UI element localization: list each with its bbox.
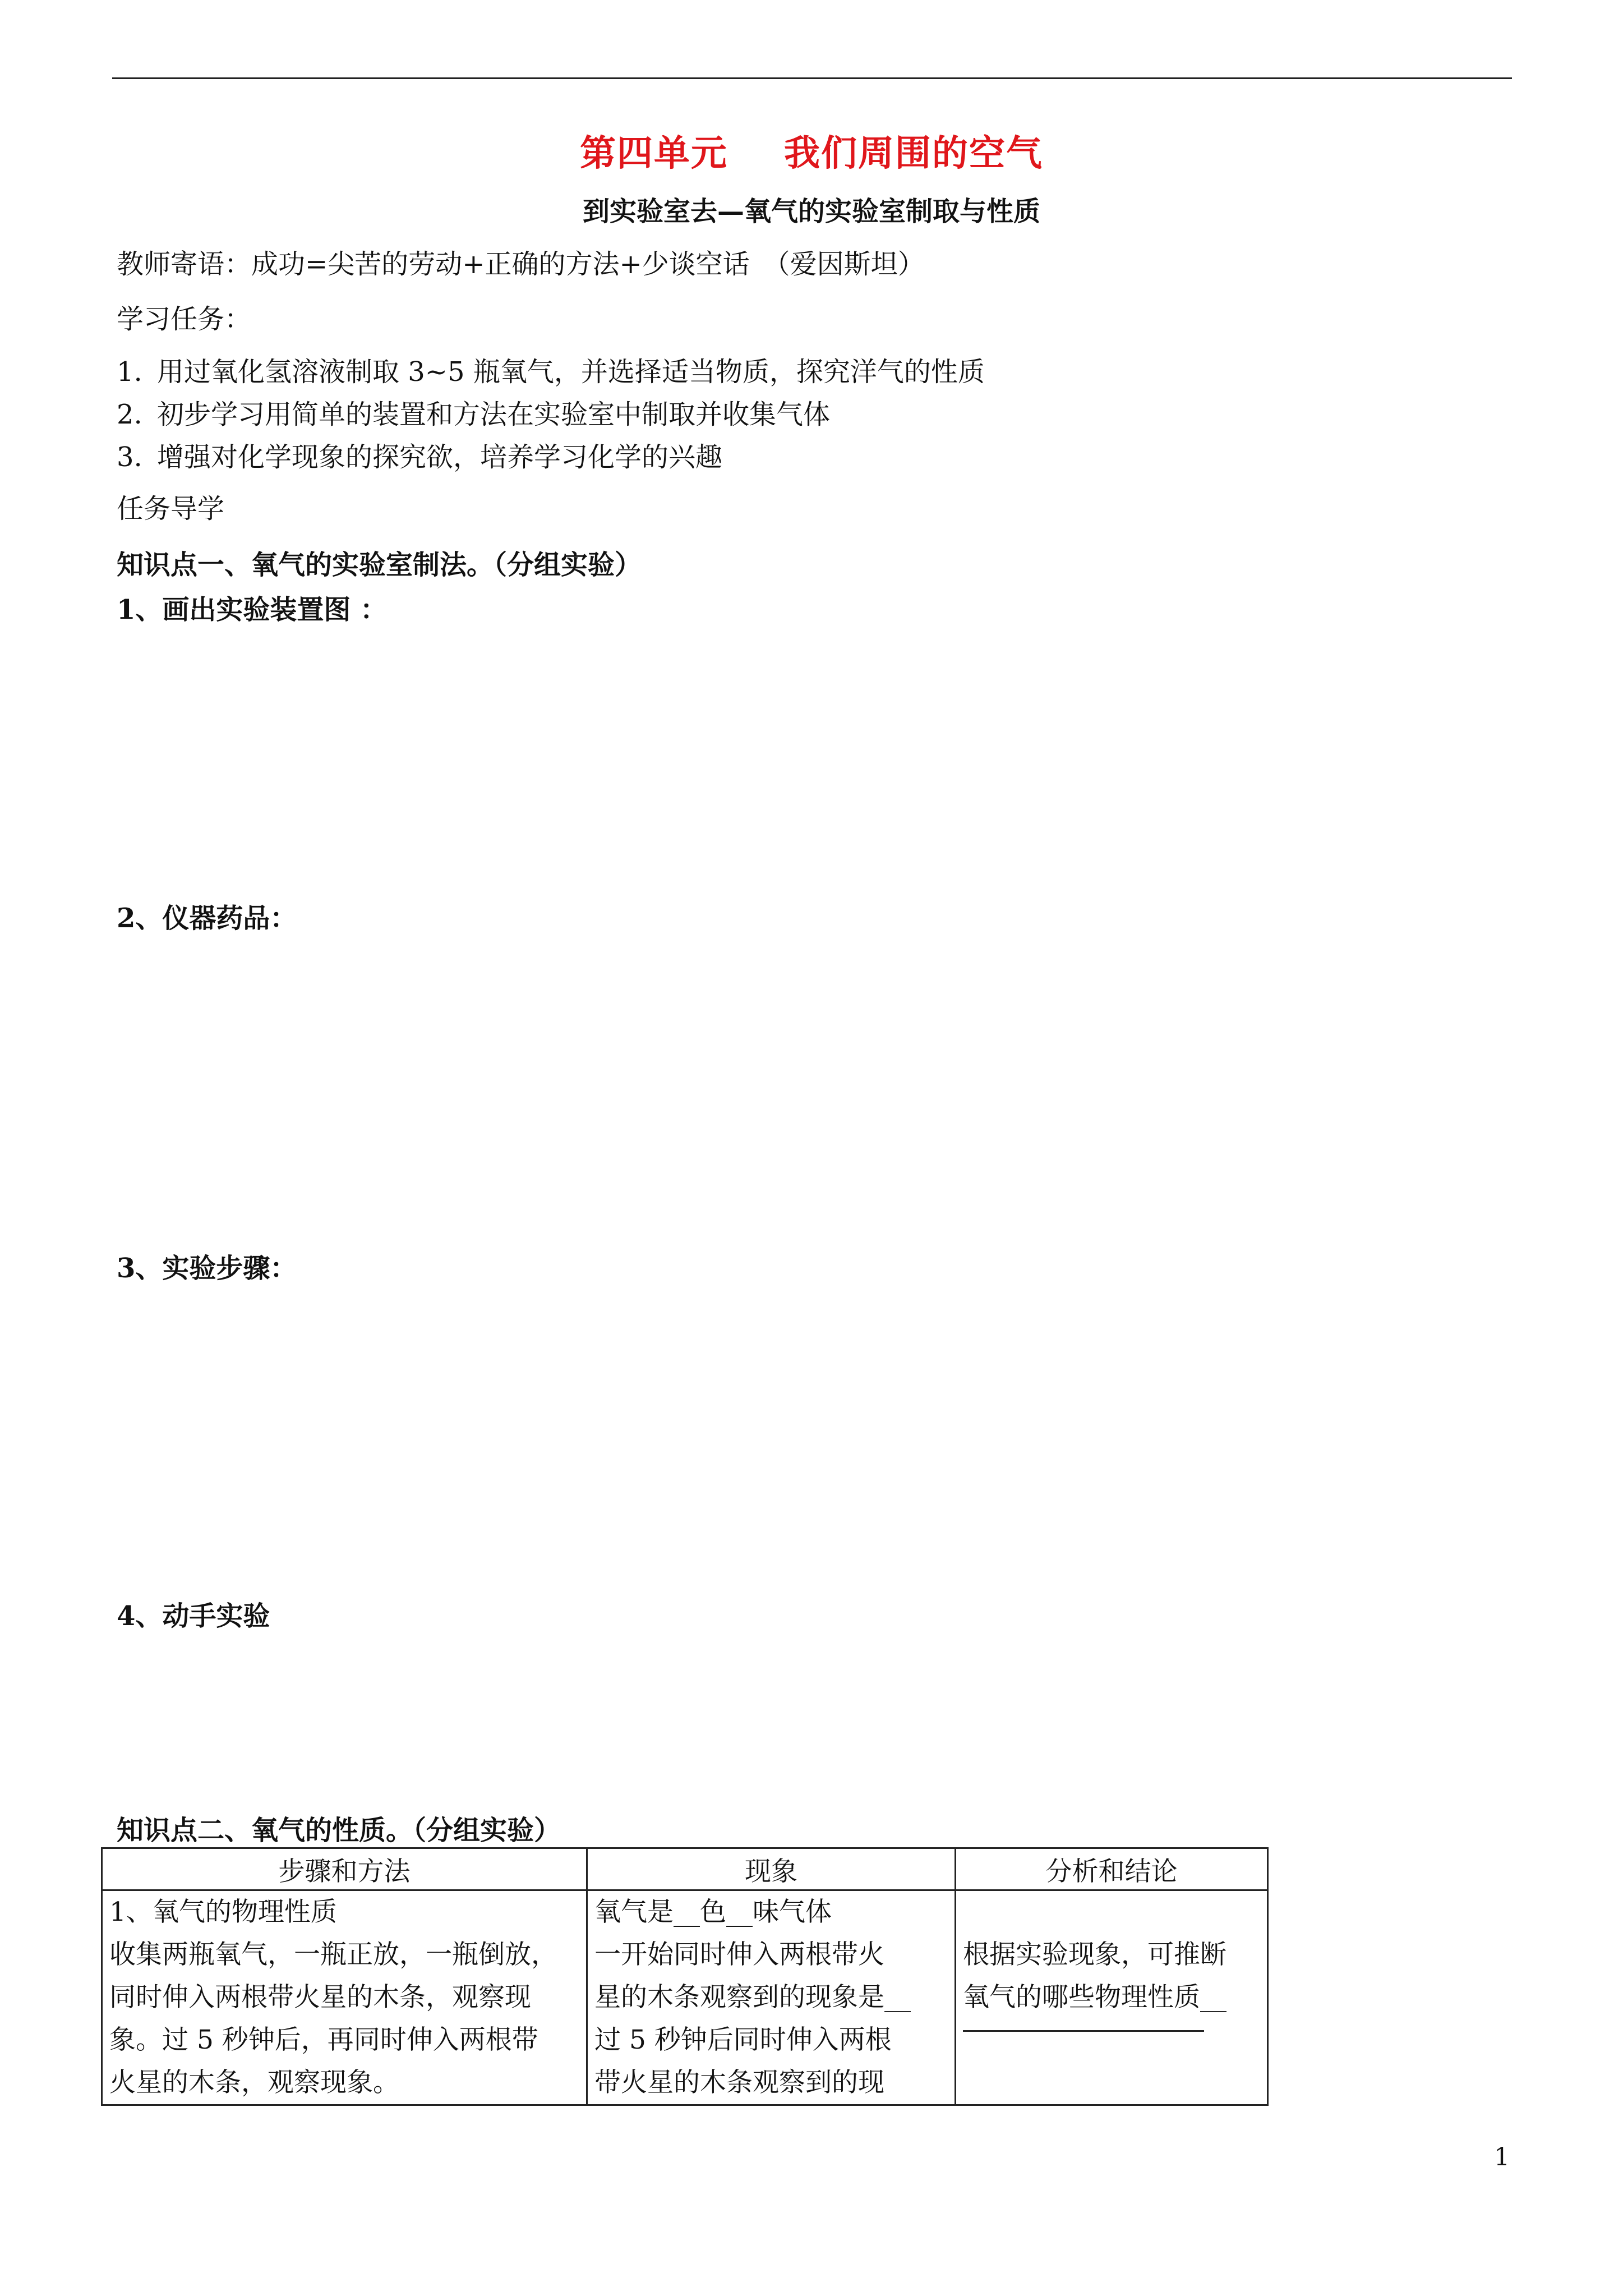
table-row: [102, 1890, 1268, 2105]
cell-line: 带火星的木条观察到的现: [594, 2067, 884, 2098]
section1-item-diagram: 1、画出实验装置图 ：: [117, 594, 388, 625]
task-item: [117, 393, 830, 431]
page-number: 1: [1494, 2143, 1510, 2171]
cell-line: 氧气是__色__味气体: [594, 1897, 832, 1927]
task-item: [117, 350, 985, 389]
tasks-heading: 学习任务：: [117, 303, 252, 335]
header-conclusion: 分析和结论: [956, 1848, 1268, 1890]
task-text: 用过氧化氢溶液制取 3~5 瓶氧气，并选择适当物质，探究洋气的性质: [157, 356, 985, 388]
cell-line: 一开始同时伸入两根带火: [594, 1939, 884, 1970]
cell-line: 收集两瓶氧气，一瓶正放，一瓶倒放，: [109, 1939, 557, 1970]
cell-line: 火星的木条，观察现象。: [109, 2067, 399, 2098]
cell-line: 同时伸入两根带火星的木条，观察现: [109, 1982, 531, 2013]
task-number: 2.: [117, 399, 142, 430]
header-phenomena: 现象: [587, 1848, 956, 1890]
task-number: 3.: [117, 441, 142, 473]
cell-line: 氧气的哪些物理性质__: [963, 1982, 1227, 2013]
table-header-row: [102, 1848, 1268, 1890]
unit-number: 第四单元: [580, 132, 728, 174]
cell-conclusion: [956, 1890, 1268, 2105]
unit-name: 我们周围的空气: [784, 132, 1043, 174]
unit-title: [0, 125, 1623, 176]
task-number: 1.: [117, 356, 142, 388]
header-rule: [112, 77, 1512, 79]
cell-steps: [102, 1890, 587, 2105]
section1-item-equipment: 2、仪器药品：: [117, 903, 297, 934]
answer-blank: [963, 2019, 1260, 2062]
cell-line: 根据实验现象，可推断: [963, 1939, 1227, 1970]
cell-line: 过 5 秒钟后同时伸入两根: [594, 2024, 892, 2055]
teacher-message: 教师寄语：成功=尖苦的劳动+正确的方法+少谈空话 （爱因斯坦）: [117, 249, 925, 280]
section1-item-practice: 4、动手实验: [117, 1600, 270, 1632]
guide-heading: 任务导学: [117, 493, 225, 524]
cell-line: 星的木条观察到的现象是__: [594, 1982, 911, 2013]
task-item: [117, 435, 722, 474]
cell-line: 象。过 5 秒钟后，再同时伸入两根带: [109, 2024, 538, 2055]
section1-item-steps: 3、实验步骤：: [117, 1253, 297, 1284]
task-text: 初步学习用简单的装置和方法在实验室中制取并收集气体: [157, 399, 831, 430]
cell-phenomena: [587, 1890, 956, 2105]
properties-table: [101, 1847, 1269, 2106]
cell-line: 1、氧气的物理性质: [109, 1897, 337, 1927]
task-text: 增强对化学现象的探究欲，培养学习化学的兴趣: [157, 441, 723, 473]
section1-heading: 知识点一、氧气的实验室制法。（分组实验）: [117, 549, 642, 581]
section2-heading: 知识点二、氧气的性质。（分组实验）: [117, 1815, 561, 1846]
header-steps: 步骤和方法: [102, 1848, 587, 1890]
lesson-title: 到实验室去—氧气的实验室制取与性质: [582, 196, 1040, 227]
